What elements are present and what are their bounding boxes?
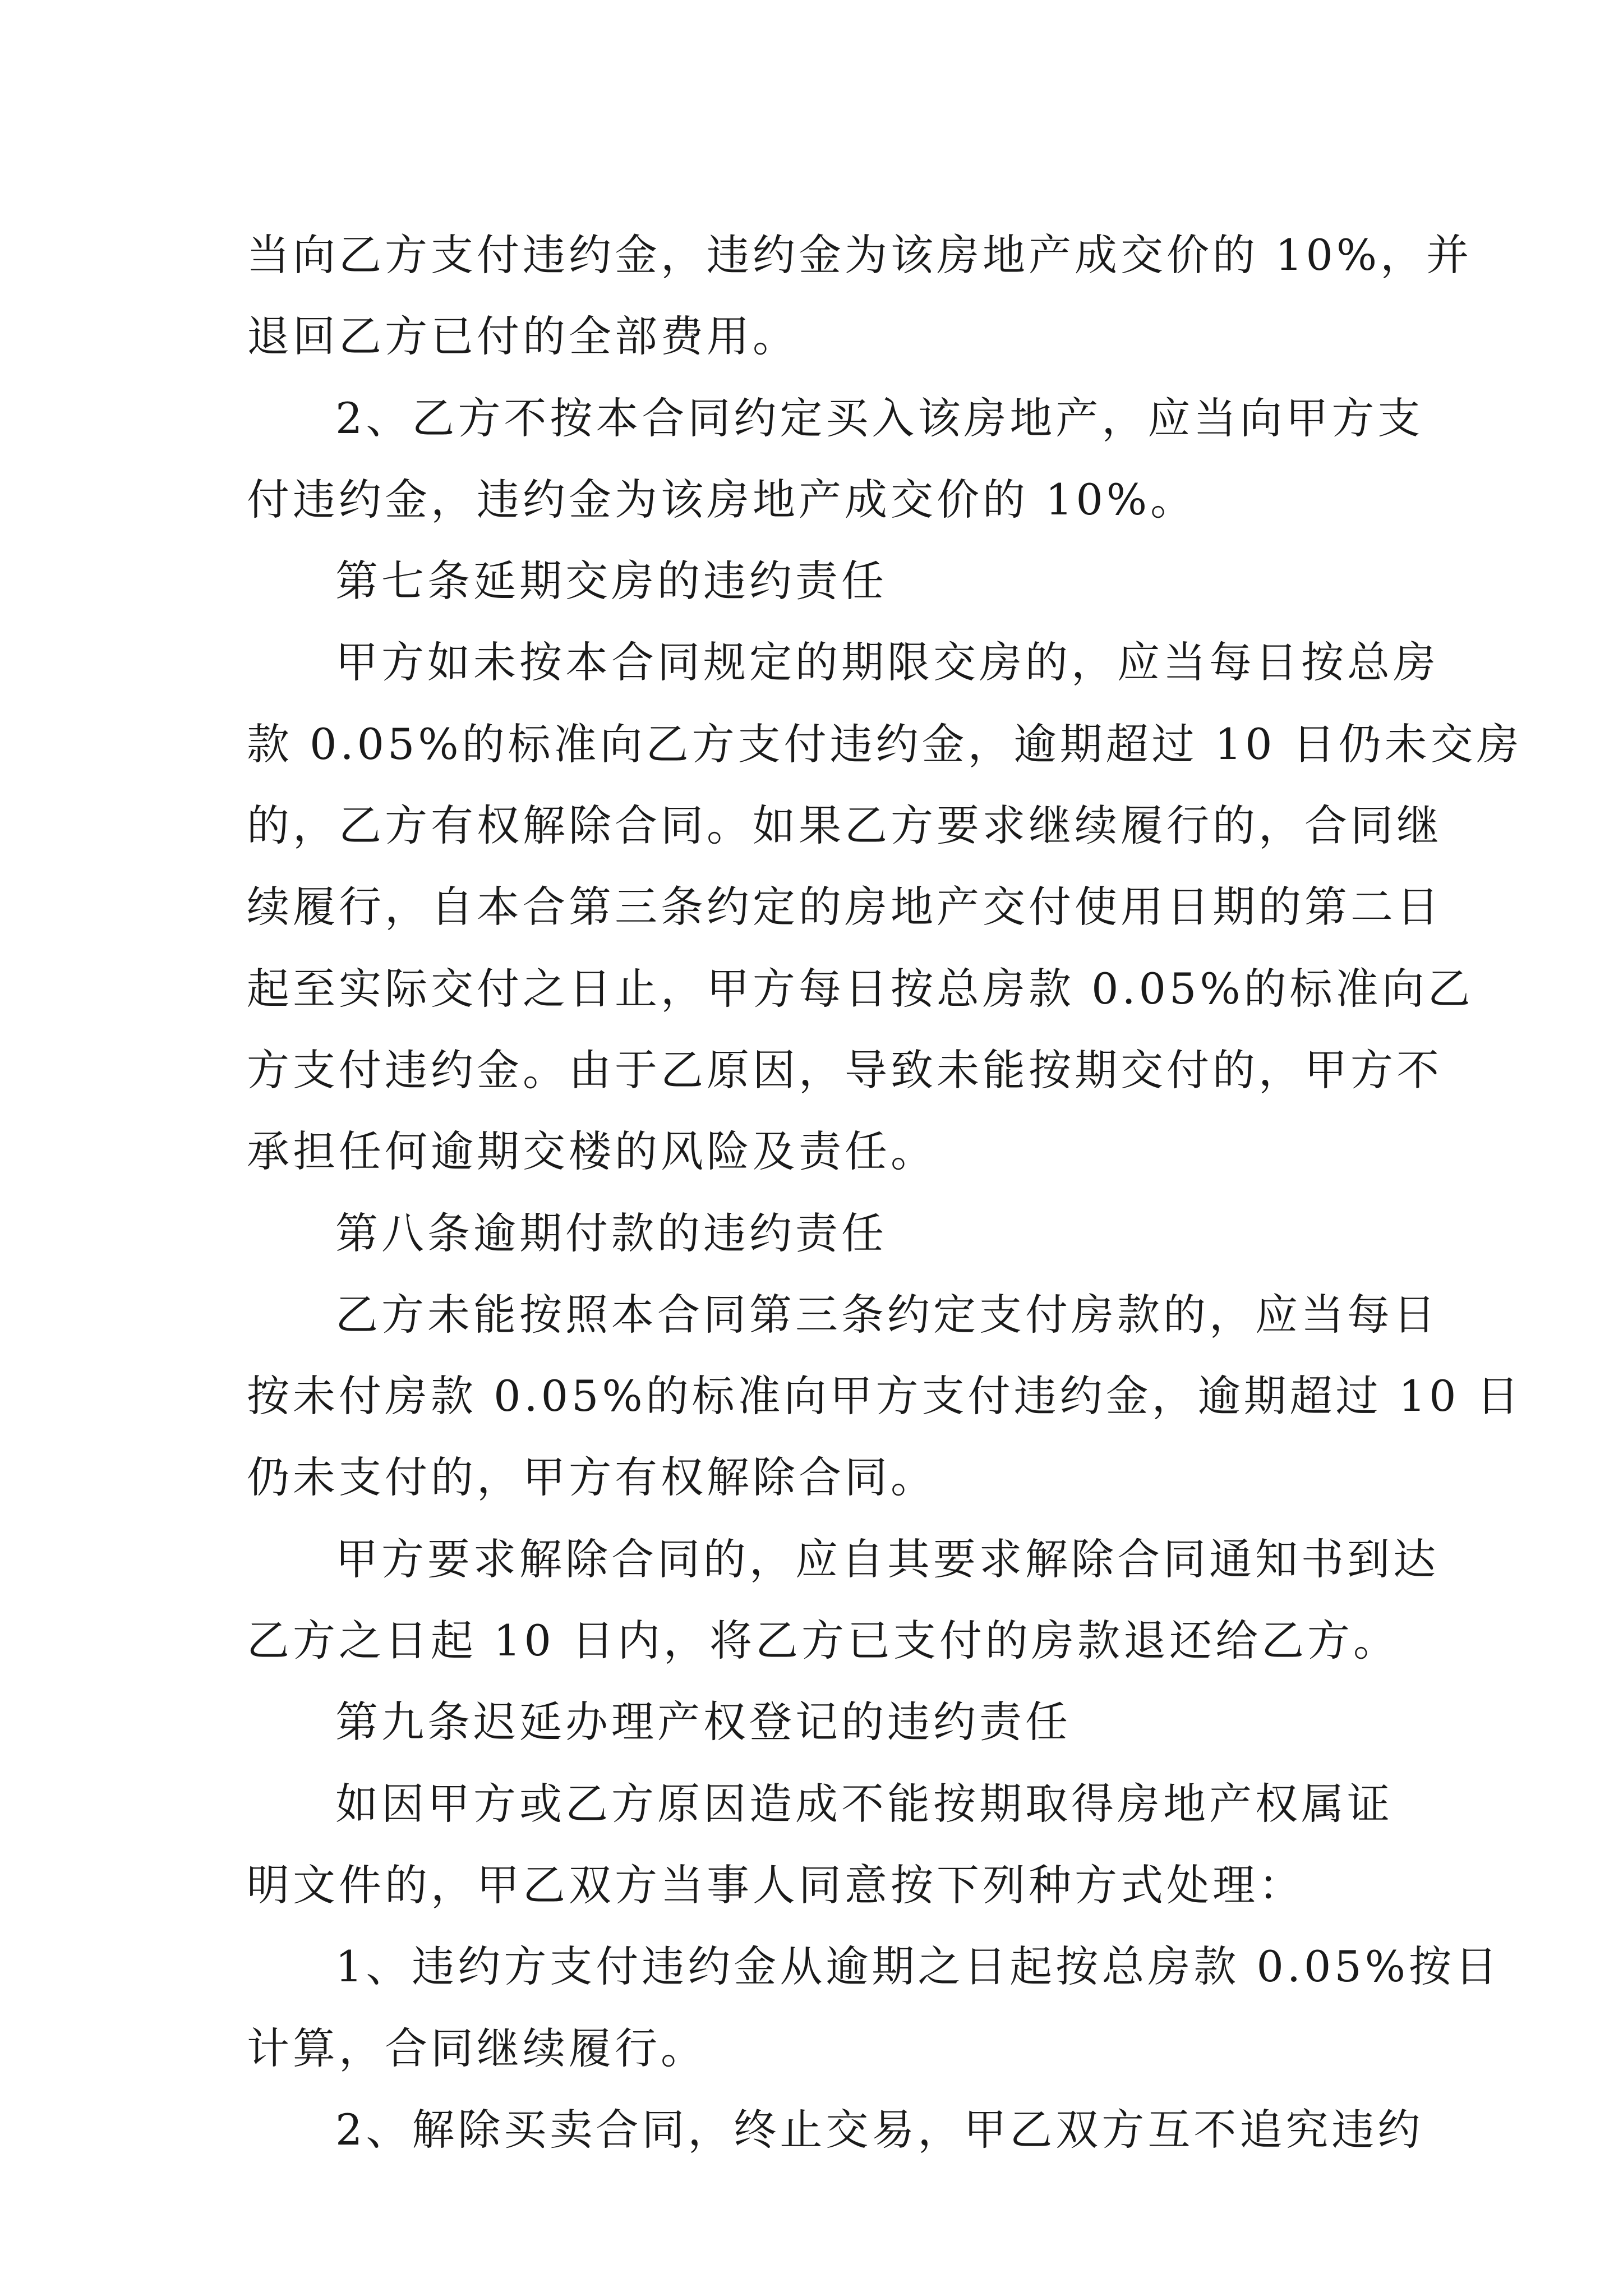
text-line: 第七条延期交房的违约责任: [335, 556, 887, 606]
text-line: 2、解除买卖合同，终止交易，甲乙双方互不追究违约: [335, 2104, 1424, 2155]
text-line: 方支付违约金。由于乙原因，导致未能按期交付的，甲方不: [247, 1045, 1442, 1095]
contract-body-text: [247, 214, 1523, 2170]
text-line: 的，乙方有权解除合同。如果乙方要求继续履行的，合同继: [247, 800, 1442, 851]
text-line: 付违约金，违约金为该房地产成交价的 10%。: [247, 474, 1197, 524]
text-line: 仍未支付的，甲方有权解除合同。: [247, 1452, 937, 1503]
text-line: 甲方如未按本合同规定的期限交房的，应当每日按总房: [335, 637, 1439, 688]
text-line: 明文件的，甲乙双方当事人同意按下列种方式处理：: [247, 1860, 1304, 1910]
text-line: 当向乙方支付违约金，违约金为该房地产成交价的 10%，并: [247, 230, 1473, 280]
text-line: 乙方未能按照本合同第三条约定支付房款的，应当每日: [335, 1289, 1439, 1340]
text-line: 如因甲方或乙方原因造成不能按期取得房地产权属证: [335, 1778, 1393, 1829]
text-line: 起至实际交付之日止，甲方每日按总房款 0.05%的标准向乙: [247, 963, 1474, 1014]
text-line: 2、乙方不按本合同约定买入该房地产，应当向甲方支: [335, 393, 1424, 443]
text-line: 乙方之日起 10 日内，将乙方已支付的房款退还给乙方。: [247, 1616, 1400, 1666]
text-line: 续履行，自本合第三条约定的房地产交付使用日期的第二日: [247, 882, 1442, 932]
text-line: 甲方要求解除合同的，应自其要求解除合同通知书到达: [335, 1534, 1439, 1584]
text-line: 款 0.05%的标准向乙方支付违约金，逾期超过 10 日仍未交房: [247, 719, 1523, 769]
text-line: 计算，合同继续履行。: [247, 2023, 707, 2073]
text-line: 第九条迟延办理产权登记的违约责任: [335, 1697, 1071, 1747]
text-line: 1、违约方支付违约金从逾期之日起按总房款 0.05%按日: [335, 1941, 1501, 1992]
text-line: 按未付房款 0.05%的标准向甲方支付违约金，逾期超过 10 日: [247, 1371, 1523, 1421]
text-line: 第八条逾期付款的违约责任: [335, 1208, 887, 1258]
text-line: 承担任何逾期交楼的风险及责任。: [247, 1126, 937, 1177]
text-line: 退回乙方已付的全部费用。: [247, 311, 799, 362]
